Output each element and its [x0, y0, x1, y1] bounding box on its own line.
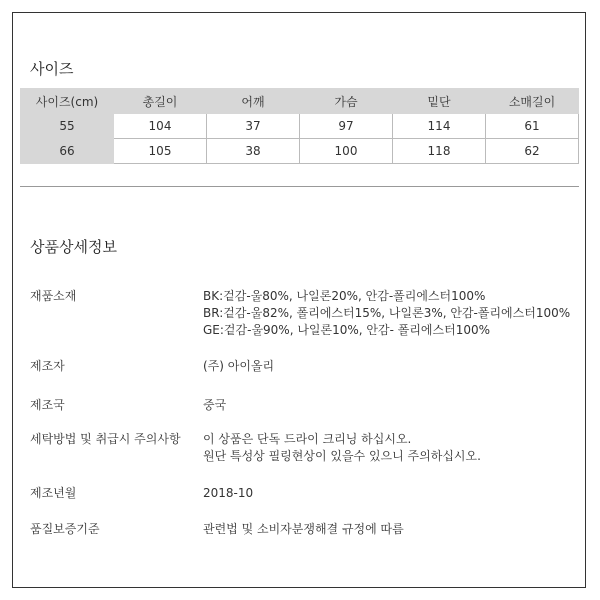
info-value — [203, 485, 253, 502]
info-label: 세탁방법 및 취급시 주의사항 — [30, 432, 181, 446]
header-total-length: 총길이 — [114, 89, 207, 114]
info-label: 제조국 — [30, 398, 65, 412]
info-value-line: 관련법 및 소비자분쟁해결 규정에 따름 — [203, 522, 404, 536]
section-divider — [20, 186, 579, 187]
header-hem: 밑단 — [393, 89, 486, 114]
header-chest: 가슴 — [300, 89, 393, 114]
info-value — [203, 288, 570, 339]
info-value-line: 중국 — [203, 398, 227, 412]
table-cell: 105 — [114, 139, 207, 164]
table-cell: 100 — [300, 139, 393, 164]
table-cell: 97 — [300, 114, 393, 139]
table-cell: 55 — [21, 114, 114, 139]
size-table-header-row — [21, 89, 579, 114]
header-shoulder: 어깨 — [207, 89, 300, 114]
info-value — [203, 431, 481, 465]
info-value-line: 이 상품은 단독 드라이 크리닝 하십시오. — [203, 432, 412, 446]
table-cell: 66 — [21, 139, 114, 164]
info-value — [203, 358, 274, 375]
info-value — [203, 397, 226, 414]
info-label: 제조년월 — [30, 486, 77, 500]
header-size: 사이즈(cm) — [21, 89, 114, 114]
info-label: 제조자 — [30, 359, 65, 373]
info-value-line: 2018-10 — [203, 486, 254, 500]
table-cell: 62 — [486, 139, 579, 164]
table-cell: 114 — [393, 114, 486, 139]
table-row — [21, 114, 579, 139]
header-sleeve-length: 소매길이 — [486, 89, 579, 114]
info-section-title: 상품상세정보 — [30, 238, 117, 256]
table-cell: 104 — [114, 114, 207, 139]
table-cell: 38 — [207, 139, 300, 164]
size-table — [20, 88, 579, 164]
table-cell: 37 — [207, 114, 300, 139]
info-value-line: (주) 아이올리 — [203, 359, 275, 373]
info-label: 재품소재 — [30, 289, 77, 303]
info-label: 품질보증기준 — [30, 522, 100, 536]
info-value-line: 원단 특성상 필링현상이 있을수 있으니 주의하십시오. — [203, 449, 481, 463]
info-value-line: GE:겉감-울90%, 나일론10%, 안감- 폴리에스터100% — [203, 323, 491, 337]
table-cell: 61 — [486, 114, 579, 139]
size-section-title: 사이즈 — [30, 60, 74, 78]
table-cell: 118 — [393, 139, 486, 164]
info-value — [203, 521, 404, 538]
table-row — [21, 139, 579, 164]
info-value-line: BK:겉감-울80%, 나일론20%, 안감-폴리에스터100% — [203, 289, 486, 303]
info-value-line: BR:겉감-울82%, 폴리에스터15%, 나일론3%, 안감-폴리에스터100% — [203, 306, 571, 320]
